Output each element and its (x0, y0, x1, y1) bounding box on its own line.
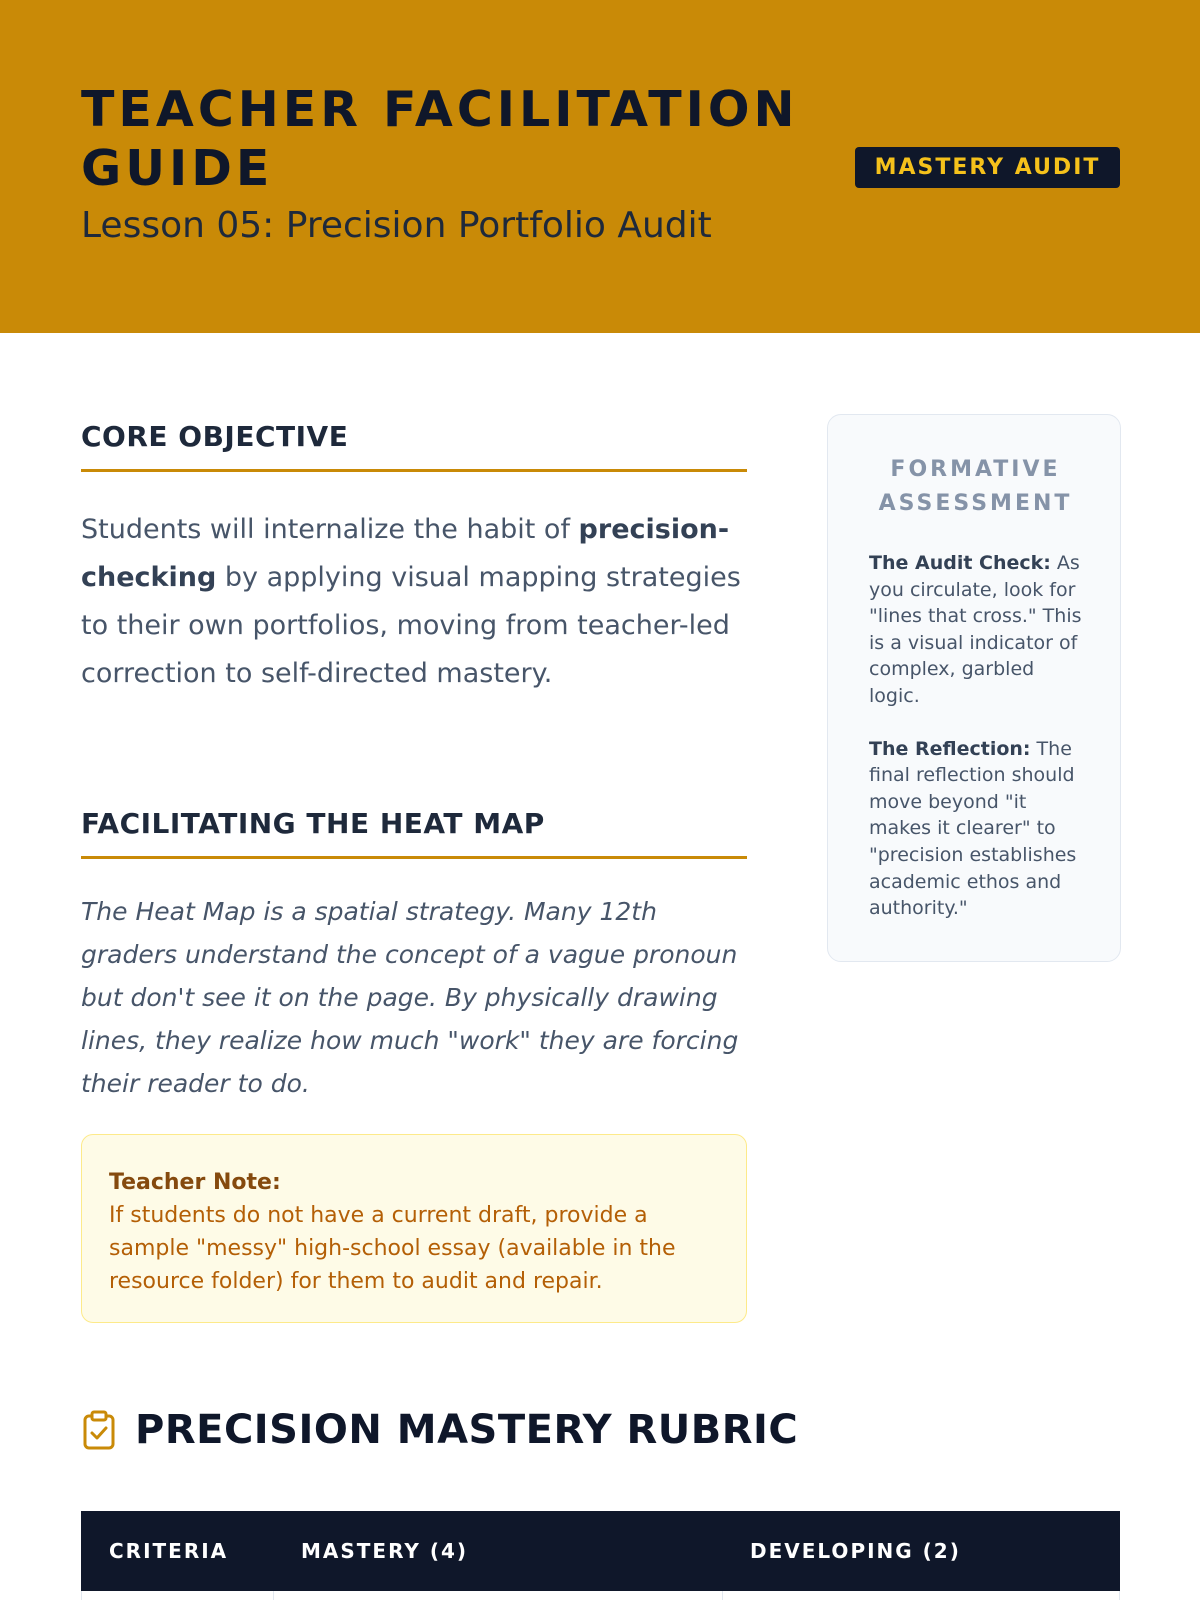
column-header-criteria: CRITERIA (109, 1539, 229, 1563)
column-header-developing: DEVELOPING (2) (750, 1539, 961, 1563)
column-header-mastery: MASTERY (4) (301, 1539, 469, 1563)
objective-text-end: by applying visual mapping strategies to their own portfolios, moving from teacher-led correction to self-directed mastery. (81, 562, 741, 689)
teacher-note (81, 1134, 747, 1323)
core-objective-text (81, 506, 747, 698)
clipboard-check-icon (81, 1410, 117, 1450)
table-row (81, 1591, 1120, 1600)
reflection-item (869, 736, 1082, 922)
core-objective-heading: CORE OBJECTIVE (81, 420, 747, 472)
page-title: TEACHER FACILITATION GUIDE (81, 81, 799, 197)
lesson-subtitle: Lesson 05: Precision Portfolio Audit (81, 205, 712, 246)
objective-text-emphasis: precision-checking (81, 514, 730, 593)
table-cell (82, 1591, 274, 1600)
teacher-note-label: Teacher Note: (109, 1170, 281, 1195)
mastery-audit-badge: MASTERY AUDIT (855, 147, 1120, 188)
rubric-heading (81, 1402, 798, 1458)
teacher-note-text: If students do not have a current draft, provide a sample "messy" high-school essay (available in the resource folder) for them to audit and repair. (109, 1203, 676, 1294)
heat-map-text: The Heat Map is a spatial strategy. Many 12th graders understand the concept of a vague pronoun but don't see it on the page. By physically drawing lines, they realize how much "work" they are forcing their reader to do. (81, 897, 739, 1098)
rubric-title: PRECISION MASTERY RUBRIC (135, 1407, 799, 1453)
table-cell (723, 1591, 1120, 1600)
table-cell (274, 1591, 723, 1600)
page-header (0, 0, 1200, 333)
formative-assessment-title: FORMATIVE ASSESSMENT (878, 457, 1073, 516)
reflection-label: The Reflection: (869, 737, 1031, 760)
objective-text-start: Students will internalize the habit of (81, 514, 579, 545)
audit-check-item (869, 550, 1082, 710)
audit-check-text: As you circulate, look for "lines that cross." This is a visual indicator of complex, garbled logic. (869, 552, 1082, 707)
rubric-table (81, 1511, 1120, 1600)
audit-check-label: The Audit Check: (869, 552, 1051, 574)
heat-map-heading: FACILITATING THE HEAT MAP (81, 807, 747, 859)
rubric-table-header (81, 1511, 1120, 1591)
formative-assessment-card (827, 414, 1121, 962)
reflection-text: The final reflection should move beyond "it makes it clearer" to "precision establishes academic ethos and authority." (869, 737, 1077, 920)
